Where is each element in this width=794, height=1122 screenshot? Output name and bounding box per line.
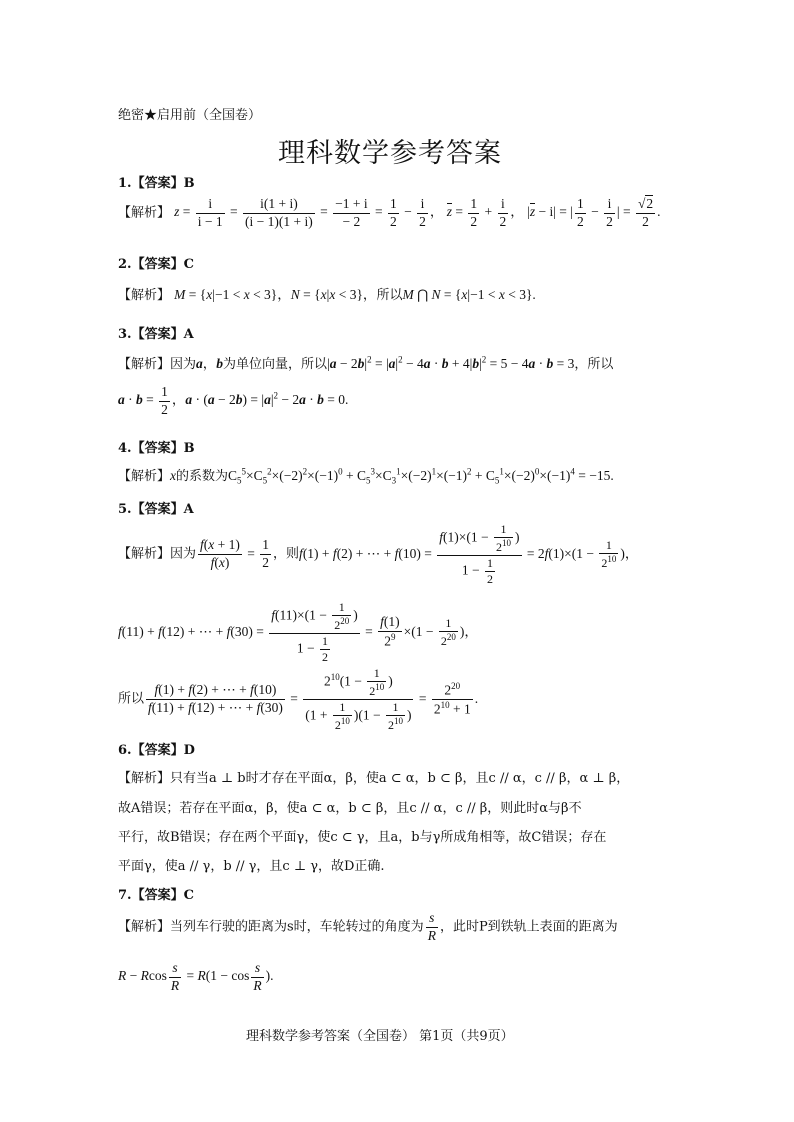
question-number: 1.: [118, 176, 132, 191]
analysis-5-line2: f(11) + f(12) + ⋯ + f(30) = f(11)×(1 − $\frac{1}{2^{20}}$ ) 1 − $\frac{1}{2}$ = $\frac{f(1)}{2^9}$ ×(1 − $\frac{1}{2^{20}}$ )，: [118, 600, 478, 664]
analysis-6-line1: 【解析】只有当a ⊥ b时才存在平面α，β，使a ⊂ α，b ⊂ β，且c // α，c // β，α ⊥ β，: [118, 771, 630, 786]
analysis-2: 【解析】 M = {x|−1 < x < 3}，N = {x|x < 3}，所以M ⋂ N = {x|−1 < x < 3}.: [118, 287, 536, 303]
analysis-6-line3: 平行，故B错误；存在两个平面γ，使c ⊂ γ，且a，b与γ所成角相等，故C错误；存在: [118, 830, 607, 845]
page-footer: 理科数学参考答案（全国卷） 第1页（共9页）: [246, 1029, 514, 1044]
analysis-label: 【解析】: [118, 205, 171, 221]
page-title: 理科数学参考答案: [278, 138, 502, 169]
analysis-4: 【解析】x的系数为$C_5^5\times C_5^2\times(-2)^2\times(-1)^0 + C_5^3\times C_3^1\times(-2)^1\times(-1)^2 + C_5^1\times(-2)^0\times(-1)^4 = -15$.: [118, 466, 614, 486]
answer-5: 5.【答案】A: [118, 502, 194, 517]
answer-6: 6.【答案】D: [118, 743, 195, 758]
answer-3: 3.【答案】A: [118, 327, 194, 342]
answer-7: 7.【答案】C: [118, 888, 194, 903]
analysis-3-line1: 【解析】因为a，b为单位向量，所以$|a - 2b|^2 = |a|^2 - 4a \cdot b + 4|b|^2 = 5 - 4a \cdot b = 3$，所以: [118, 354, 614, 372]
answer-1: [118, 172, 195, 191]
answer-2: 2.【答案】C: [118, 257, 194, 272]
secrecy-label: 绝密★启用前（全国卷）: [118, 108, 262, 123]
analysis-3-line2: a · b = $\frac{1}{2}$ ，$a \cdot (a - 2b) = |a|^2 - 2a \cdot b = 0$.: [118, 384, 349, 417]
analysis-7-line2: R − Rcos $\frac{s}{R}$ = R(1 − cos $\frac{s}{R}$ ).: [118, 960, 274, 993]
answer-4: 4.【答案】B: [118, 441, 195, 456]
analysis-5-line3: 所以 $\frac{f(1) + f(2) + \cdots + f(10)}{f(11) + f(12) + \cdots + f(30)}$ = $2^{10}(1$ − $\frac{1}{2^{10}}$ ) (1 + $\frac{1}{2^{10}}$ )(1 − $\frac{1}{2^{10}}$ ) = $\frac{2^{20}}{2^{10} + 1}$ .: [118, 666, 479, 732]
analysis-7-line1: 【解析】当列车行驶的距离为s时，车轮转过的角度为 $\frac{s}{R}$ ，此时P到铁轨上表面的距离为: [118, 910, 618, 943]
analysis-6-line4: 平面γ，使a // γ，b // γ，且c ⊥ γ，故D正确.: [118, 859, 385, 874]
analysis-5-line1: 【解析】因为 $\frac{f(x + 1)}{f(x)}$ = $\frac{1}{2}$ ，则f(1) + f(2) + ⋯ + f(10) = f(1)×(1 − $\frac{1}{2^{10}}$ ) 1 − $\frac{1}{2}$ = 2f(1)×(1 − $\frac{1}{2^{10}}$ )，: [118, 522, 639, 586]
analysis-1: 【解析】 z = $\frac{i}{i - 1}$ = $\frac{i(1 + i)}{(i - 1)(1 + i)}$ = $\frac{-1 + i}{- 2}$ = $\frac{1}{2}$ − $\frac{i}{2}$ ， z = $\frac{1}{2}$ + $\frac{i}{2}$ ， |z − i| = | $\frac{1}{2}$ − $\frac{i}{2}$ | = $\frac{√2}{2}$ .: [118, 196, 661, 229]
answer-value: B: [183, 176, 195, 191]
analysis-6-line2: 故A错误；若存在平面α，β，使a ⊂ α，b ⊂ β，且c // α，c // β，则此时α与β不: [118, 801, 582, 816]
answer-prefix: 【答案】: [131, 176, 184, 191]
